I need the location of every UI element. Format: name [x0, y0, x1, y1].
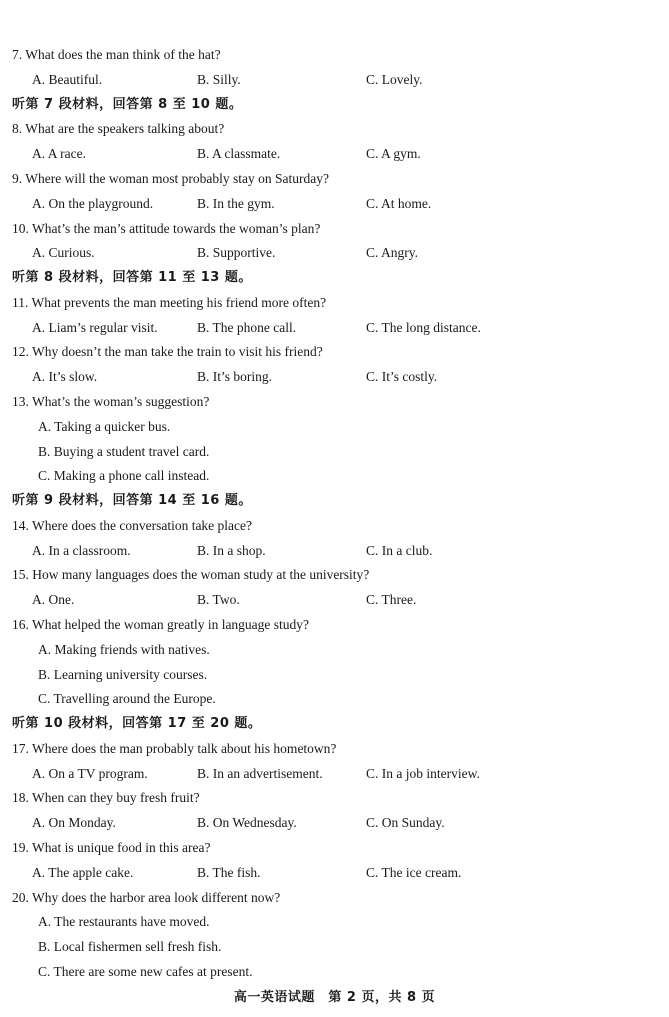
- question-stem: 18. When can they buy fresh fruit?: [12, 790, 200, 806]
- option-b: B. On Wednesday.: [197, 815, 297, 831]
- option-row: [0, 367, 669, 387]
- section-instruction: 听第 9 段材料，回答第 14 至 16 题。: [12, 493, 252, 508]
- option-c: C. The long distance.: [366, 319, 481, 335]
- section-instruction: 听第 10 段材料，回答第 17 至 20 题。: [12, 716, 262, 732]
- option-b: B. It’s boring.: [197, 369, 273, 385]
- option-c: C. A gym.: [366, 146, 421, 162]
- section-instruction: 听第 8 段材料，回答第 11 至 13 题。: [12, 270, 252, 285]
- question-stem: 20. Why does the harbor area look different now?: [12, 889, 281, 905]
- option-text: B. Buying a student travel card.: [38, 443, 210, 459]
- option-row: [0, 318, 669, 338]
- question-stem: 10. What’s the man’s attitude towards the woman’s plan?: [12, 220, 321, 236]
- option-line: [0, 442, 669, 462]
- option-a: A. A race.: [32, 146, 86, 162]
- question-stem: 13. What’s the woman’s suggestion?: [12, 393, 210, 409]
- option-a: A. On a TV program.: [32, 765, 148, 781]
- option-b: B. The phone call.: [197, 319, 297, 335]
- option-b: B. Two.: [197, 592, 240, 608]
- option-text: A. Making friends with natives.: [38, 641, 210, 657]
- option-row: [0, 243, 669, 263]
- option-row: [0, 813, 669, 833]
- option-text: B. Local fishermen sell fresh fish.: [38, 939, 222, 955]
- option-row: [0, 590, 669, 610]
- question-stem: 16. What helped the woman greatly in language study?: [12, 616, 310, 632]
- option-text: C. Making a phone call instead.: [38, 468, 210, 484]
- question-stem: 11. What prevents the man meeting his friend more often?: [12, 294, 327, 310]
- option-b: B. In a shop.: [197, 542, 266, 558]
- option-line: [0, 689, 669, 709]
- question-stem: 17. Where does the man probably talk about his hometown?: [12, 740, 337, 756]
- option-line: [0, 640, 669, 660]
- option-line: [0, 962, 669, 982]
- option-a: A. In a classroom.: [32, 542, 131, 558]
- option-row: [0, 144, 669, 164]
- question-stem: 15. How many languages does the woman study at the university?: [12, 567, 370, 583]
- question-stem: 19. What is unique food in this area?: [12, 840, 211, 855]
- option-a: A. Beautiful.: [32, 71, 103, 87]
- option-text: A. The restaurants have moved.: [38, 914, 210, 930]
- option-b: B. In the gym.: [197, 195, 275, 211]
- section-instruction: 听第 7 段材料，回答第 8 至 10 题。: [12, 96, 243, 112]
- option-line: [0, 937, 669, 957]
- option-c: C. In a club.: [366, 542, 433, 558]
- option-b: B. A classmate.: [197, 146, 281, 162]
- option-row: [0, 541, 669, 561]
- option-b: B. The fish.: [197, 864, 261, 880]
- option-text: A. Taking a quicker bus.: [38, 418, 171, 434]
- option-row: [0, 764, 669, 784]
- option-text: B. Learning university courses.: [38, 666, 208, 682]
- option-line: [0, 665, 669, 685]
- option-a: A. The apple cake.: [32, 864, 134, 880]
- option-c: C. On Sunday.: [366, 815, 445, 831]
- option-c: C. It’s costly.: [366, 369, 438, 385]
- option-c: C. At home.: [366, 195, 432, 211]
- question-stem: 9. Where will the woman most probably stay on Saturday?: [12, 170, 329, 186]
- option-c: C. Lovely.: [366, 71, 423, 87]
- option-a: A. One.: [32, 592, 75, 608]
- option-row: [0, 194, 669, 214]
- option-line: [0, 417, 669, 437]
- question-stem: 7. What does the man think of the hat?: [12, 47, 221, 62]
- option-a: A. On Monday.: [32, 815, 116, 831]
- option-c: C. The ice cream.: [366, 864, 462, 880]
- option-a: A. On the playground.: [32, 195, 154, 211]
- option-c: C. In a job interview.: [366, 765, 480, 781]
- option-line: [0, 466, 669, 486]
- option-line: [0, 912, 669, 932]
- option-b: B. Supportive.: [197, 245, 276, 261]
- option-row: [0, 70, 669, 90]
- option-c: C. Angry.: [366, 245, 419, 261]
- question-stem: 8. What are the speakers talking about?: [12, 121, 225, 137]
- option-c: C. Three.: [366, 592, 417, 608]
- option-a: A. Liam’s regular visit.: [32, 319, 158, 335]
- page-footer: 高一英语试题 第 2 页，共 8 页: [233, 990, 436, 1005]
- option-text: C. There are some new cafes at present.: [38, 963, 253, 979]
- option-a: A. It’s slow.: [32, 369, 98, 385]
- question-stem: 12. Why doesn’t the man take the train to visit his friend?: [12, 344, 323, 360]
- option-text: C. Travelling around the Europe.: [38, 691, 216, 707]
- question-stem: 14. Where does the conversation take place?: [12, 517, 253, 533]
- option-row: [0, 863, 669, 883]
- option-b: B. Silly.: [197, 71, 241, 87]
- option-a: A. Curious.: [32, 245, 95, 261]
- option-b: B. In an advertisement.: [197, 765, 323, 781]
